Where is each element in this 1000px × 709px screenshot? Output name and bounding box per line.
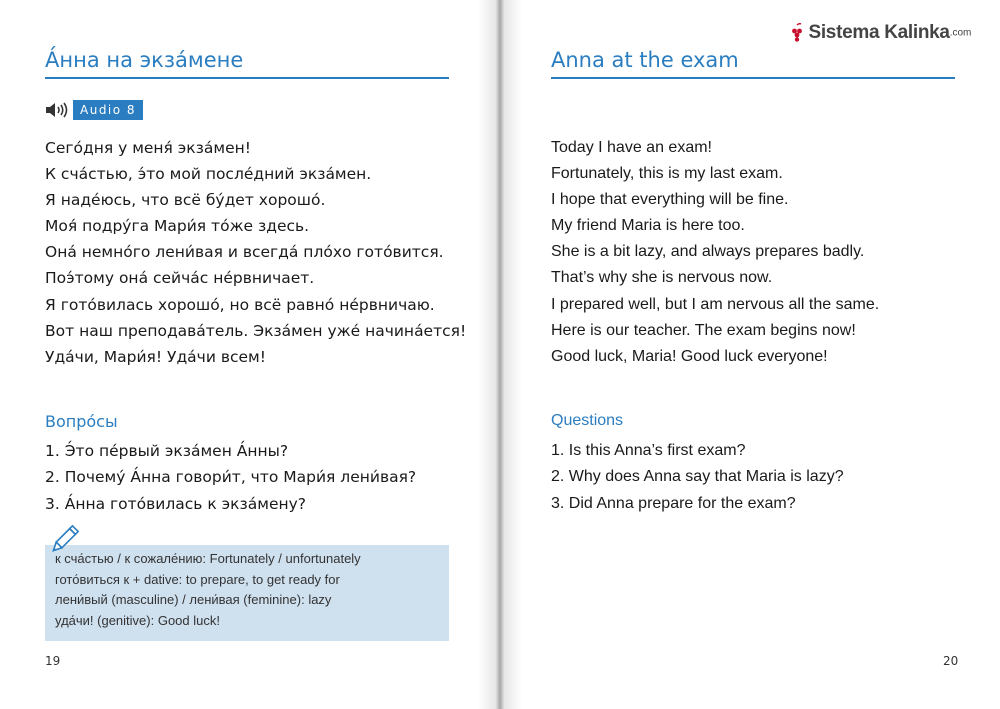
logo-domain: .com <box>949 27 972 39</box>
questions-heading-english: Questions <box>551 412 624 429</box>
question-item: 1. Is this Anna’s first exam? <box>551 442 746 459</box>
vocabulary-item: к сча́стью / к сожале́нию: Fortunately / unfortunately <box>55 551 361 566</box>
vocabulary-box <box>45 545 449 641</box>
text-line: Моя́ подру́га Мари́я то́же здесь. <box>45 217 310 236</box>
text-line: Я гото́вилась хорошо́, но всё равно́ не́рвничаю. <box>45 295 435 314</box>
text-line: Вот наш преподава́тель. Экза́мен уже́ начина́ется! <box>45 321 467 340</box>
kalinka-berry-icon <box>790 23 804 43</box>
pencil-icon <box>47 523 81 557</box>
page-number-right: 20 <box>943 654 959 668</box>
question-item: 2. Почему́ А́нна говори́т, что Мари́я лени́вая? <box>45 468 417 487</box>
text-line: That’s why she is nervous now. <box>551 269 773 287</box>
text-line: She is a bit lazy, and always prepares badly. <box>551 243 865 261</box>
vocabulary-item: гото́виться к + dative: to prepare, to get ready for <box>55 571 340 587</box>
sistema-kalinka-logo <box>790 22 971 44</box>
speaker-icon[interactable] <box>45 101 69 119</box>
page-title-russian: А́нна на экза́мене <box>45 48 449 79</box>
question-item: 3. А́нна гото́вилась к экза́мену? <box>45 494 307 513</box>
audio-track-badge[interactable]: Audio 8 <box>73 100 143 120</box>
questions-heading-russian: Вопро́сы <box>45 412 118 431</box>
text-line: Here is our teacher. The exam begins now! <box>551 321 856 339</box>
english-text <box>551 137 879 372</box>
right-page <box>500 0 1000 709</box>
text-line: Good luck, Maria! Good luck everyone! <box>551 347 828 365</box>
page-title-english: Anna at the exam <box>551 48 955 79</box>
russian-text <box>45 137 466 372</box>
text-line: Fortunately, this is my last exam. <box>551 165 783 183</box>
text-line: I hope that everything will be fine. <box>551 191 789 209</box>
text-line: I prepared well, but I am nervous all the same. <box>551 295 880 313</box>
vocabulary-list <box>55 550 361 632</box>
page-number-left: 19 <box>45 654 61 668</box>
questions-list-english <box>551 440 844 519</box>
text-line: Она́ немно́го лени́вая и всегда́ пло́хо гото́вится. <box>45 243 444 262</box>
text-line: Уда́чи, Мари́я! Уда́чи всем! <box>45 347 266 366</box>
vocabulary-item: лени́вый (masculine) / лени́вая (feminine): lazy <box>55 592 332 607</box>
text-line: К сча́стью, э́то мой после́дний экза́мен. <box>45 165 372 184</box>
questions-list-russian <box>45 440 416 519</box>
text-line: My friend Maria is here too. <box>551 217 745 235</box>
text-line: Я наде́юсь, что всё бу́дет хорошо́. <box>45 191 326 210</box>
logo-text: Sistema Kalinka <box>808 22 950 43</box>
text-line: Today I have an exam! <box>551 139 712 156</box>
text-line: Сего́дня у меня́ экза́мен! <box>45 139 251 157</box>
question-item: 1. Э́то пе́рвый экза́мен А́нны? <box>45 442 289 460</box>
question-item: 3. Did Anna prepare for the exam? <box>551 494 796 512</box>
text-line: Поэ́тому она́ сейча́с не́рвничает. <box>45 269 315 288</box>
question-item: 2. Why does Anna say that Maria is lazy? <box>551 468 844 486</box>
book-spine-shadow <box>478 0 522 709</box>
vocabulary-item: уда́чи! (genitive): Good luck! <box>55 612 220 628</box>
